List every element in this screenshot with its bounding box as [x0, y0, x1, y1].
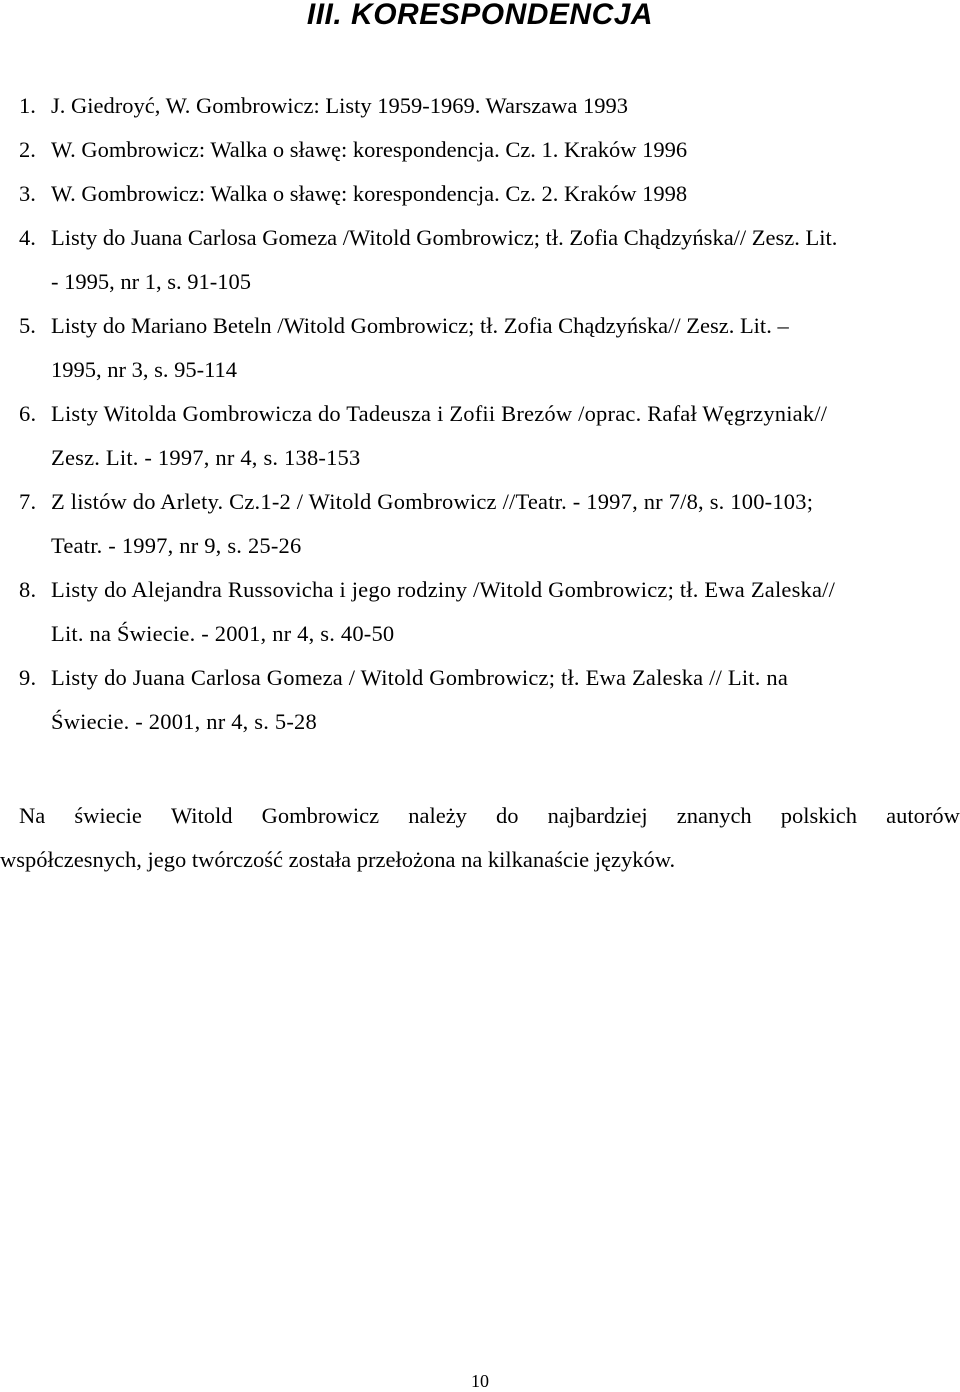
list-item-text: Listy do Mariano Beteln /Witold Gombrowicz; tł. Zofia Chądzyńska// Zesz. Lit. – — [51, 313, 789, 338]
list-item-text-continued: Teatr. - 1997, nr 9, s. 25-26 — [51, 533, 302, 558]
list-item — [0, 392, 960, 480]
page-number: 10 — [471, 1371, 489, 1391]
paragraph-second-line: współczesnych, jego twórczość została przełożona na kilkanaście języków. — [0, 847, 676, 872]
paragraph-word: znanych — [676, 803, 752, 828]
list-item — [0, 84, 960, 128]
list-item — [0, 568, 960, 656]
list-item — [0, 656, 960, 744]
paragraph-word: Gombrowicz — [261, 803, 380, 828]
paragraph-word: świecie — [74, 803, 142, 828]
list-item-text-continued: Świecie. - 2001, nr 4, s. 5-28 — [51, 709, 317, 734]
body-paragraph — [0, 794, 960, 882]
list-item-text-continued: Zesz. Lit. - 1997, nr 4, s. 138-153 — [51, 445, 361, 470]
paragraph-word: polskich — [780, 803, 858, 828]
paragraph-word: Na — [19, 803, 46, 828]
list-item-number: 7. — [19, 489, 37, 514]
list-item-text-continued: 1995, nr 3, s. 95-114 — [51, 357, 238, 382]
list-item-text: W. Gombrowicz: Walka o sławę: korespondencja. Cz. 2. Kraków 1998 — [51, 181, 688, 206]
paragraph-word: autorów — [886, 803, 960, 828]
list-item — [0, 172, 960, 216]
list-item-number: 4. — [19, 225, 36, 250]
list-item-text: W. Gombrowicz: Walka o sławę: korespondencja. Cz. 1. Kraków 1996 — [51, 137, 688, 162]
list-item — [0, 128, 960, 172]
list-item-number: 1. — [19, 93, 36, 118]
paragraph-word: do — [496, 803, 519, 828]
list-item-text: Z listów do Arlety. Cz.1-2 / Witold Gombrowicz //Teatr. - 1997, nr 7/8, s. 100-103; — [51, 489, 814, 514]
list-item-text-continued: Lit. na Świecie. - 2001, nr 4, s. 40-50 — [51, 621, 395, 646]
list-item-text: Listy Witolda Gombrowicza do Tadeusza i Zofii Brezów /oprac. Rafał Węgrzyniak// — [51, 401, 828, 426]
list-item-number: 6. — [19, 401, 37, 426]
list-item-text-continued: - 1995, nr 1, s. 91-105 — [51, 269, 251, 294]
list-item-text: Listy do Alejandra Russovicha i jego rodziny /Witold Gombrowicz; tł. Ewa Zaleska// — [51, 577, 836, 602]
list-item — [0, 216, 960, 304]
list-item-number: 9. — [19, 665, 37, 690]
list-item-number: 8. — [19, 577, 37, 602]
list-item-text: J. Giedroyć, W. Gombrowicz: Listy 1959-1969. Warszawa 1993 — [51, 93, 629, 118]
list-item — [0, 304, 960, 392]
list-item-number: 5. — [19, 313, 36, 338]
paragraph-word: najbardziej — [547, 803, 648, 828]
paragraph-word: Witold — [170, 803, 233, 828]
list-item-number: 2. — [19, 137, 36, 162]
list-item-text: Listy do Juana Carlosa Gomeza /Witold Gombrowicz; tł. Zofia Chądzyńska// Zesz. Lit. — [51, 225, 838, 250]
list-item — [0, 480, 960, 568]
list-item-number: 3. — [19, 181, 36, 206]
bibliography-list — [0, 84, 960, 744]
paragraph-word: należy — [408, 803, 467, 828]
list-item-text: Listy do Juana Carlosa Gomeza / Witold Gombrowicz; tł. Ewa Zaleska // Lit. na — [51, 665, 789, 690]
paragraph-first-line — [0, 794, 960, 838]
section-title: III. KORESPONDENCJA — [306, 0, 654, 31]
